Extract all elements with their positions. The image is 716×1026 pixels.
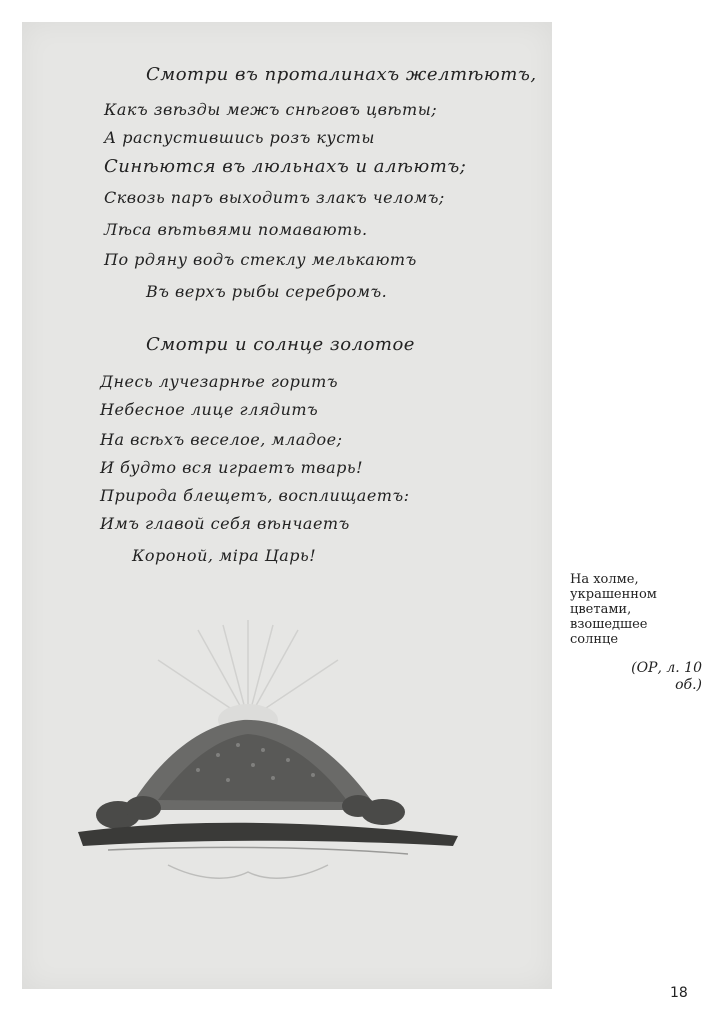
poem-line: Какъ звѣзды межъ снѣговъ цвѣты; [104, 100, 438, 119]
poem-line: Природа блещетъ, восплищаетъ: [100, 486, 410, 505]
source-line: (ОР, л. 10 [631, 660, 702, 676]
poem-line: По рдяну водъ стеклу мелькаютъ [104, 250, 417, 269]
caption-line: украшенном [570, 587, 657, 602]
poem-line: Небесное лице глядитъ [100, 400, 319, 419]
ground [78, 823, 458, 846]
source-reference [612, 660, 702, 694]
poem-line: И будто вся играетъ тварь! [100, 458, 364, 477]
illustration-caption [570, 572, 700, 647]
poem-line: На всѣхъ веселое, младое; [100, 430, 343, 449]
poem-line: Имъ главой себя вѣнчаетъ [100, 514, 350, 533]
poem-line: Днесь лучезарнѣе горитъ [100, 372, 338, 391]
poem-line: Лѣса вѣтьвями помавають. [104, 220, 368, 239]
poem-line: А распустившись розъ кусты [104, 128, 375, 147]
caption-line: цветами, [570, 602, 632, 617]
caption-line: На холме, [570, 572, 639, 587]
garland [168, 865, 328, 878]
caption-line: солнце [570, 632, 619, 647]
caption-line: взошедшее [570, 617, 648, 632]
poem-line: Синѣются въ люльнахъ и алѣютъ; [104, 156, 467, 177]
poem-line: Сквозь паръ выходитъ злакъ челомъ; [104, 188, 445, 207]
source-line: об.) [675, 677, 702, 693]
poem-line: Въ верхъ рыбы серебромъ. [146, 282, 388, 301]
hill-with-sun-illustration [48, 610, 488, 910]
poem-line: Смотри въ проталинахъ желтѣютъ, [146, 64, 537, 85]
poem-line: Смотри и солнце золотое [146, 334, 415, 355]
page-number: 18 [670, 985, 688, 1001]
poem-line: Короной, міра Царь! [132, 546, 317, 565]
